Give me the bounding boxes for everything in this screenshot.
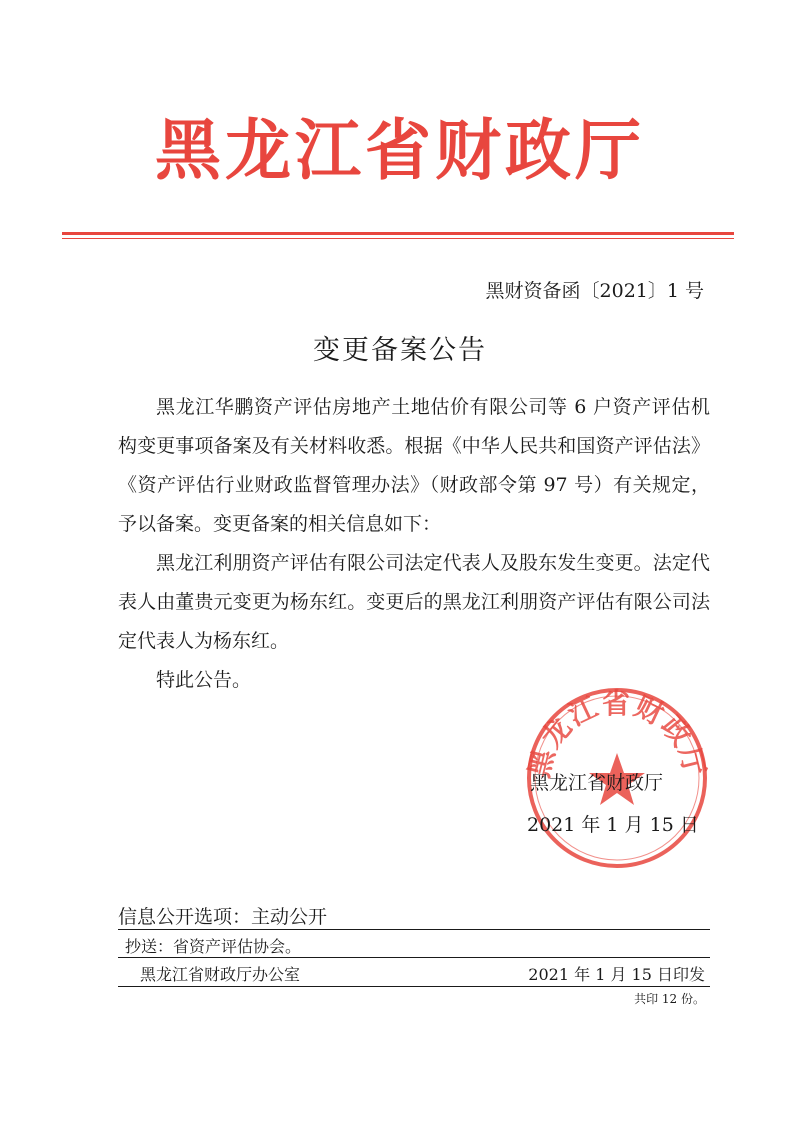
- document-number: 黑财资备函〔2021〕1 号: [485, 280, 704, 302]
- footer-divider: [118, 929, 710, 930]
- letterhead-rule-thick: [62, 232, 734, 235]
- body-paragraph: 黑龙江华鹏资产评估房地产土地估价有限公司等 6 户资产评估机构变更事项备案及有关材料收悉。根据《中华人民共和国资产评估法》《资产评估行业财政监督管理办法》（财政部令第 97 号）有关规定，予以备案。变更备案的相关信息如下：: [118, 396, 710, 535]
- signature-date: 2021 年 1 月 15 日: [527, 814, 699, 836]
- document-title: 变更备案公告: [313, 335, 487, 366]
- issuing-office: 黑龙江省财政厅办公室: [140, 965, 301, 984]
- print-date: 2021 年 1 月 15 日印发: [528, 965, 705, 984]
- seal-text: 黑龙江省财政厅: [522, 687, 712, 781]
- copies-count: 共印 12 份。: [634, 992, 705, 1006]
- signature-organization: 黑龙江省财政厅: [530, 772, 664, 794]
- letterhead-rule-thin: [62, 238, 734, 239]
- footer-divider: [118, 957, 710, 958]
- cc-line: 抄送：省资产评估协会。: [125, 937, 302, 956]
- document-body: [118, 388, 710, 700]
- body-paragraph: 黑龙江利朋资产评估有限公司法定代表人及股东发生变更。法定代表人由董贵元变更为杨东红。变更后的黑龙江利朋资产评估有限公司法定代表人为杨东红。: [118, 552, 710, 652]
- footer-divider: [118, 986, 710, 987]
- body-paragraph: 特此公告。: [156, 669, 252, 691]
- letterhead-title: 黑龙江省财政厅: [155, 112, 645, 189]
- disclosure-option: 信息公开选项：主动公开: [118, 906, 328, 928]
